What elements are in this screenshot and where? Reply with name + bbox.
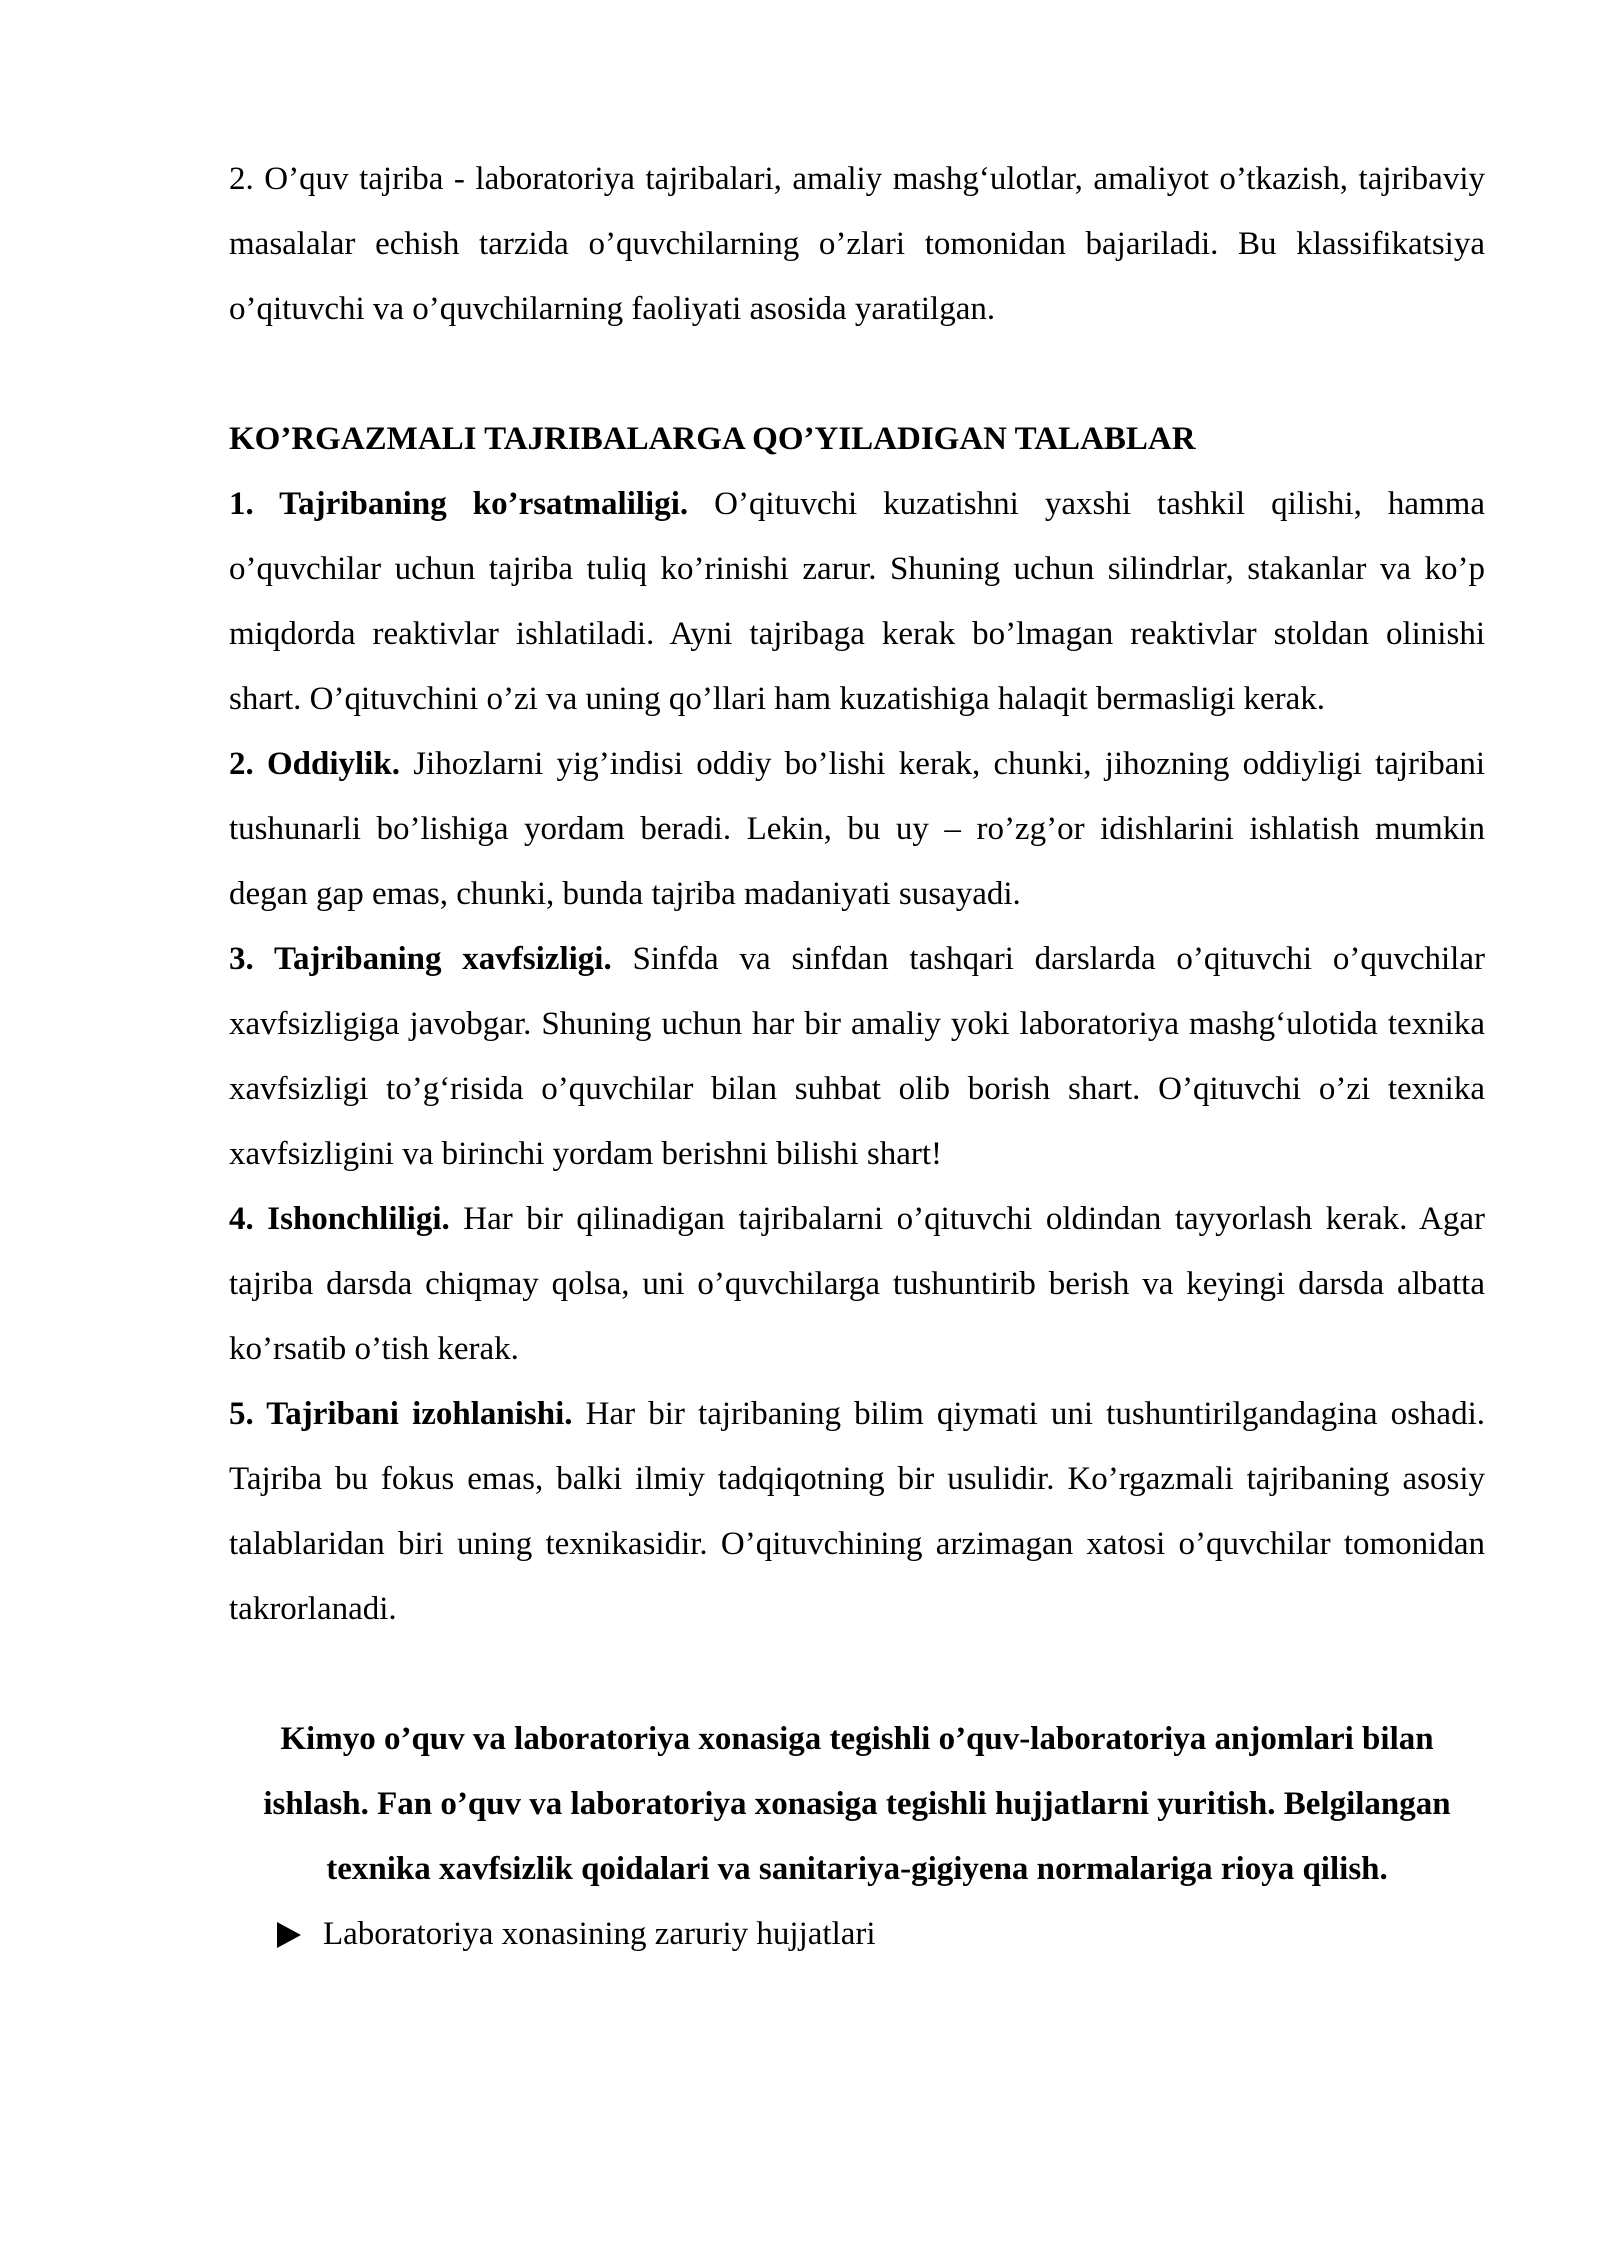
requirement-item-5 — [229, 1382, 1485, 1642]
requirement-text: Har bir qilinadigan tajribalarni o’qituvchi oldindan tayyorlash kerak. Agar tajriba darsda chiqmay qolsa, uni o’quvchilarga tushuntirib berish va keyingi darsda albatta ko’rsatib o’tish kerak. — [229, 1201, 1485, 1367]
requirement-item-4 — [229, 1187, 1485, 1382]
requirement-title: 5. Tajribani izohlanishi. — [229, 1396, 573, 1432]
bullet-item — [229, 1902, 1485, 1967]
requirement-text: Sinfda va sinfdan tashqari darslarda o’qituvchi o’quvchilar xavfsizligiga javobgar. Shuning uchun har bir amaliy yoki laboratoriya mashg‘ulotida texnika xavfsizligi to’g‘risida o’quvchilar bilan suhbat olib borish shart. O’qituvchi o’zi texnika xavfsizligini va birinchi yordam berishni bilishi shart! — [229, 941, 1485, 1172]
requirement-item-3 — [229, 927, 1485, 1187]
requirement-title: 1. Tajribaning ko’rsatmaliligi. — [229, 486, 689, 522]
requirement-item-2 — [229, 732, 1485, 927]
document-page — [229, 147, 1485, 1967]
requirement-item-1 — [229, 472, 1485, 732]
requirement-text: Jihozlarni yig’indisi oddiy bo’lishi kerak, chunki, jihozning oddiyligi tajribani tushunarli bo’lishiga yordam beradi. Lekin, bu uy – ro’zg’or idishlarini ishlatish mumkin degan gap emas, chunki, bunda tajriba madaniyati susayadi. — [229, 746, 1486, 912]
requirement-title: 2. Oddiylik. — [229, 746, 400, 782]
requirement-text: O’qituvchi kuzatishni yaxshi tashkil qilishi, hamma o’quvchilar uchun tajriba tuliq ko’rinishi zarur. Shuning uchun silindrlar, stakanlar va ko’p miqdorda reaktivlar ishlatiladi. Ayni tajribaga kerak bo’lmagan reaktivlar stoldan olinishi shart. O’qituvchini o’zi va uning qo’llari ham kuzatishiga halaqit bermasligi kerak. — [229, 486, 1485, 717]
bullet-text: Laboratoriya xonasining zaruriy hujjatlari — [323, 1916, 876, 1952]
triangle-right-icon — [277, 1922, 301, 1948]
section-heading: KO’RGAZMALI TAJRIBALARGA QO’YILADIGAN TALABLAR — [229, 421, 1196, 457]
requirement-title: 3. Tajribaning xavfsizligi. — [229, 941, 612, 977]
requirement-text: Har bir tajribaning bilim qiymati uni tushuntirilgandagina oshadi. Tajriba bu fokus emas, balki ilmiy tadqiqotning bir usulidir. Ko’rgazmali tajribaning asosiy talablaridan biri uning texnikasidir. O’qituvchining arzimagan xatosi o’quvchilar tomonidan takrorlanadi. — [229, 1396, 1485, 1627]
requirement-title: 4. Ishonchliligi. — [229, 1201, 450, 1237]
intro-paragraph: 2. O’quv tajriba - laboratoriya tajribalari, amaliy mashg‘ulotlar, amaliyot o’tkazish, tajribaviy masalalar echish tarzida o’quvchilarning o’zlari tomonidan bajariladi. Bu klassifikatsiya o’qituvchi va o’quvchilarning faoliyati asosida yaratilgan. — [229, 161, 1485, 327]
blank-line — [229, 342, 1485, 407]
closing-heading: Kimyo o’quv va laboratoriya xonasiga tegishli o’quv-laboratoriya anjomlari bilan ishlash. Fan o’quv va laboratoriya xonasiga tegishli hujjatlarni yuritish. Belgilangan texnika xavfsizlik qoidalari va sanitariya-gigiyena normalariga rioya qilish. — [263, 1721, 1451, 1887]
